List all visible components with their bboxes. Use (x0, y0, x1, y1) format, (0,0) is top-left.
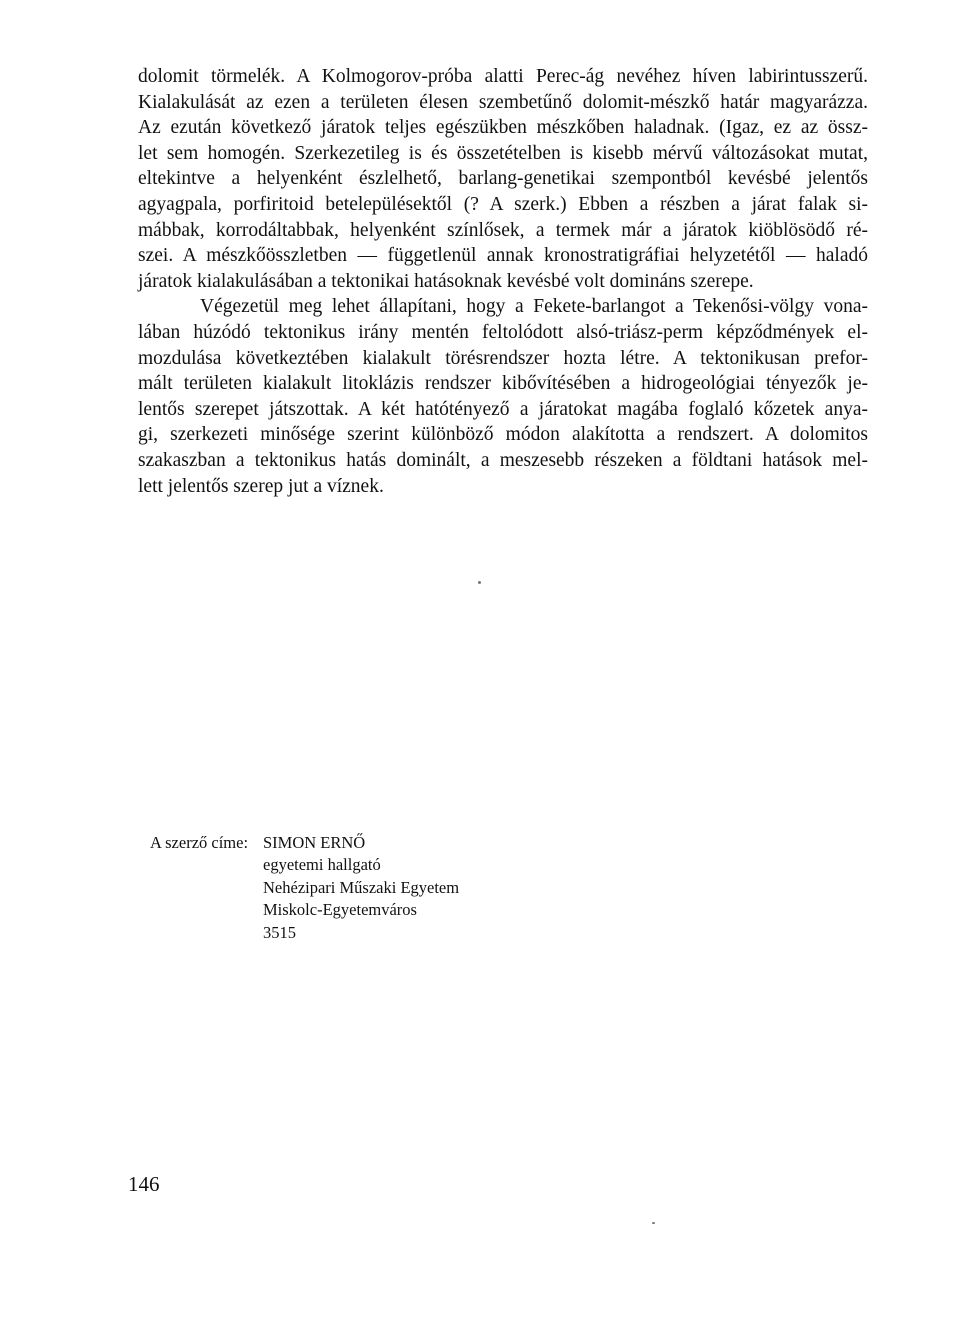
text-line: járatok kialakulásában a tektonikai hatásoknak kevésbé volt domináns szerepe. (138, 270, 754, 292)
scan-speck (478, 581, 481, 584)
text-line: eltekintve a helyenként észlelhető, barlang-genetikai szempontból kevésbé jelentős (138, 168, 868, 190)
paragraph-1 (138, 64, 868, 294)
author-city: Miskolc-Egyetemváros (263, 900, 417, 920)
text-line: Kialakulását az ezen a területen élesen szembetűnő dolomit-mészkő határ magyarázza. (138, 91, 868, 113)
author-institution: Nehézipari Műszaki Egyetem (263, 877, 460, 897)
text-line: szakaszban a tektonikus hatás dominált, a meszesebb részeken a földtani hatások mel- (138, 449, 868, 471)
text-line: mált területen kialakult litoklázis rendszer kibővítésében a hidrogeológiai tényezők je- (138, 373, 868, 395)
text-line: lában húzódó tektonikus irány mentén feltolódott alsó-triász-perm képződmények el- (138, 321, 868, 343)
text-line: mábbak, korrodáltabbak, helyenként színlősek, a termek már a járatok kiöblösödő ré- (138, 219, 868, 241)
text-line: dolomit törmelék. A Kolmogorov-próba alatti Perec-ág nevéhez híven labirintusszerű. (138, 66, 868, 87)
address-label: A szerző címe: (150, 833, 249, 852)
text-line: lentős szerepet játszottak. A két hatótényező a járatokat magába foglaló kőzetek anya- (138, 398, 868, 420)
body-text (138, 64, 868, 499)
text-line: gi, szerkezeti minősége szerint különböző módon alakította a rendszert. A dolomitos (138, 424, 868, 446)
text-line: lett jelentős szerep jut a víznek. (138, 475, 384, 497)
author-name: SIMON ERNŐ (263, 833, 366, 852)
author-role: egyetemi hallgató (263, 855, 381, 875)
text-line: mozdulása következtében kialakult törésrendszer hozta létre. A tektonikusan prefor- (138, 347, 868, 369)
address-first-row (150, 832, 459, 854)
page-number: 146 (128, 1172, 160, 1196)
author-address-block (150, 832, 459, 944)
text-line: Végezetül meg lehet állapítani, hogy a Fekete-barlangot a Tekenősi-völgy vona- (200, 296, 868, 318)
author-postcode: 3515 (263, 922, 296, 942)
text-line: szei. A mészkőösszletben — függetlenül annak kronostratigráfiai helyzetétől — haladó (138, 245, 868, 267)
text-line: agyagpala, porfiritoid betelepülésektől (? A szerk.) Ebben a részben a járat falak si- (138, 193, 868, 215)
paragraph-2 (138, 294, 868, 499)
text-line: Az ezután következő járatok teljes egészükben mészkőben haladnak. (Igaz, ez az össz- (138, 117, 868, 139)
scan-speck (652, 1222, 655, 1224)
text-line: let sem homogén. Szerkezetileg is és összetételben is kisebb mérvű változásokat mutat, (138, 142, 868, 164)
